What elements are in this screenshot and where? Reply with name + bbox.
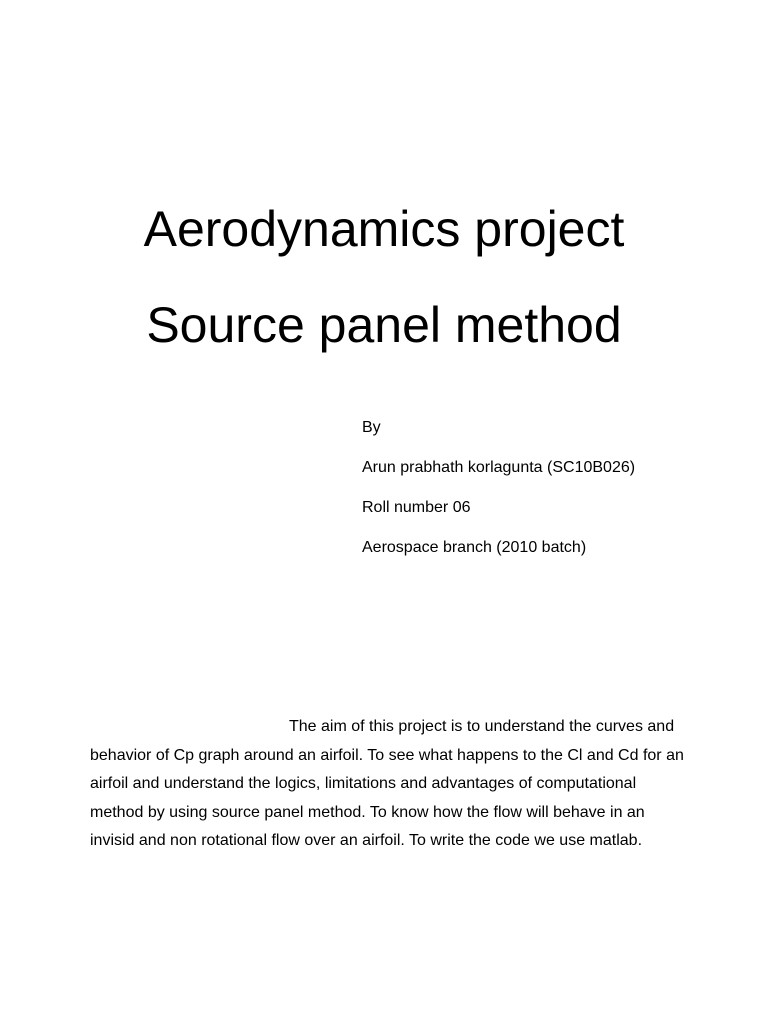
title-line-1: Aerodynamics project: [143, 201, 625, 257]
title-line-2: Source panel method: [146, 297, 622, 353]
branch-batch: Aerospace branch (2010 batch): [362, 539, 587, 556]
roll-number: Roll number 06: [362, 499, 471, 516]
author-block: [362, 414, 752, 574]
author-name: Arun prabhath korlagunta (SC10B026): [362, 459, 636, 476]
abstract-paragraph: The aim of this project is to understand the curves and behavior of Cp graph around an airfoil. To see what happens to the Cl and Cd for an airfoil and understand the logics, limitations and advantages of computational method by using source panel method. To know how the flow will behave in an invisid and non rotational flow over an airfoil. To write the code we use matlab.: [90, 718, 684, 849]
by-label: By: [362, 419, 381, 436]
